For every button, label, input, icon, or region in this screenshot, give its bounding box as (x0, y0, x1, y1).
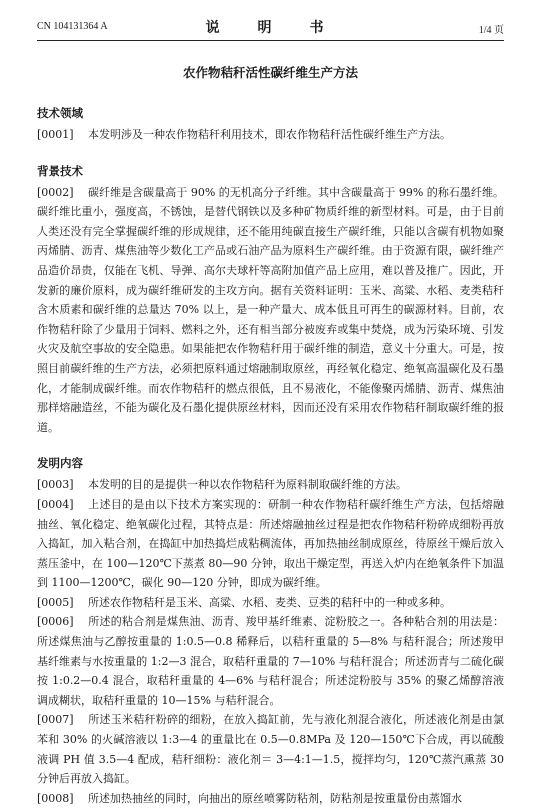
paragraph-text: 所述的粘合剂是煤焦油、沥青、羧甲基纤维素、淀粉胶之一。各种粘合剂的用法是：所述煤焦油与乙醇按重量的 1:0.5—0.8 稀释后，以秸秆重量的 5—8% 与秸秆混合；所述羧甲基纤维素与水按重量的 1:2—3 混合，取秸秆重量的 7—10% 与秸秆混合；所述沥青与二硫化碳按 1:0.2—0.4 混合，取秸秆重量的 4—6% 与秸秆混合；所述淀粉胶与 35% 的聚乙烯醇溶液调成糊状，取秸秆重量的 10—15% 与秸秆混合。 (37, 615, 504, 707)
paragraph-number: [0001] (37, 128, 74, 141)
paragraph (37, 612, 504, 710)
paragraph-number: [0008] (37, 791, 74, 805)
section-heading: 背景技术 (37, 163, 83, 178)
section-heading: 发明内容 (37, 456, 83, 471)
paragraph-text: 上述目的是由以下技术方案实现的：研制一种农作物秸秆碳纤维生产方法，包括熔融抽丝、氧化稳定、绝氧碳化过程，其特点是：所述熔融抽丝过程是把农作物秸秆粉碎成细粉再放入捣缸，加入粘合剂，在捣缸中加热捣烂成粘稠流体，再加热抽丝制成原丝，待原丝干燥后放入蒸压釜中，在 100—120℃下蒸煮 80—90 分钟，取出干燥定型，再送入炉内在绝氧条件下加温到 1100—1200℃，碳化 90—120 分钟，即成为碳纤维。 (37, 497, 504, 590)
patent-number: CN 104131364 A (37, 21, 108, 32)
paragraph-text: 所述农作物秸秆是玉米、高粱、水稻、麦类、豆类的秸秆中的一种或多种。 (88, 595, 451, 609)
document-title: 农作物秸秆活性碳纤维生产方法 (182, 65, 358, 80)
document-body (37, 40, 504, 808)
paragraph-number: [0002] (37, 185, 74, 199)
page-number: 1/4 页 (478, 25, 504, 36)
paragraph-number: [0007] (37, 713, 74, 727)
paragraph (37, 710, 504, 788)
paragraph (37, 495, 504, 593)
document-type: 说 明 书 (205, 20, 336, 36)
paragraph-number: [0006] (37, 615, 74, 629)
paragraph-number: [0005] (37, 595, 74, 609)
paragraph (37, 125, 504, 145)
paragraph (37, 789, 504, 808)
paragraph-text: 碳纤维是含碳量高于 90% 的无机高分子纤维。其中含碳量高于 99% 的称石墨纤维。碳纤维比重小，强度高，不锈蚀，是替代钢铁以及多种矿物质纤维的新型材料。可是，由于目前人类还没有完全掌握碳纤维的形成规律，还不能用纯碳直接生产碳纤维，只能以含碳有机物如聚丙烯腈、沥青、煤焦油等少数化工产品或石油产品为原料生产碳纤维。由于资源有限，碳纤维产品造价昂贵，仅能在飞机、导弹、高尔夫球杆等高附加值产品上应用，难以普及推广。因此，开发新的廉价原料，成为碳纤维研发的主攻方向。据有关资料证明：玉米、高粱、水稻、麦类秸秆含木质素和碳纤维的总量达 70% 以上，是一种产量大、成本低且可再生的碳源材料。目前，农作物秸秆除了少量用于饲料、燃料之外，还有相当部分被废弃或集中焚烧，成为污染环境、引发火灾及航空事故的安全隐患。如果能把农作物秸秆用于碳纤维的制造，意义十分重大。可是，按照目前碳纤维的生产方法，必须把原料通过熔融制取原丝，再经氧化稳定、绝氧高温碳化及石墨化，才能制成碳纤维。而农作物秸秆的燃点很低，且不易液化，不能像聚丙烯腈、沥青、煤焦油那样熔融造丝，不能为碳化及石墨化提供原丝材料，因而还没有采用农作物秸秆制取碳纤维的报道。 (37, 185, 504, 434)
paragraph-text: 所述玉米秸秆粉碎的细粉，在放入捣缸前，先与液化剂混合液化，所述液化剂是由氯苯和 30% 的火碱溶液以 1:3—4 的重量比在 0.5—0.8MPa 及 120—150℃下合成，再以硫酸液调 PH 值 3.5—4 配成，秸秆细粉：液化剂＝ 3—4:1—1.5，搅拌均匀，120℃蒸汽熏蒸 30 分钟后再放入捣缸。 (37, 713, 504, 786)
paragraph (37, 593, 504, 613)
paragraph-text: 本发明的目的是提供一种以农作物秸秆为原料制取碳纤维的方法。 (88, 478, 407, 492)
paragraph-number: [0004] (37, 497, 74, 511)
paragraph-text: 本发明涉及一种农作物秸秆利用技术，即农作物秸秆活性碳纤维生产方法。 (88, 128, 451, 141)
paragraph (37, 475, 504, 495)
paragraph (37, 183, 504, 438)
section-heading: 技术领域 (37, 106, 83, 120)
page-header (37, 0, 504, 41)
paragraph-number: [0003] (37, 478, 74, 492)
paragraph-text: 所述加热抽丝的同时，向抽出的原丝喷雾防粘剂，防粘剂是按重量份由蒸馏水 (88, 791, 462, 805)
